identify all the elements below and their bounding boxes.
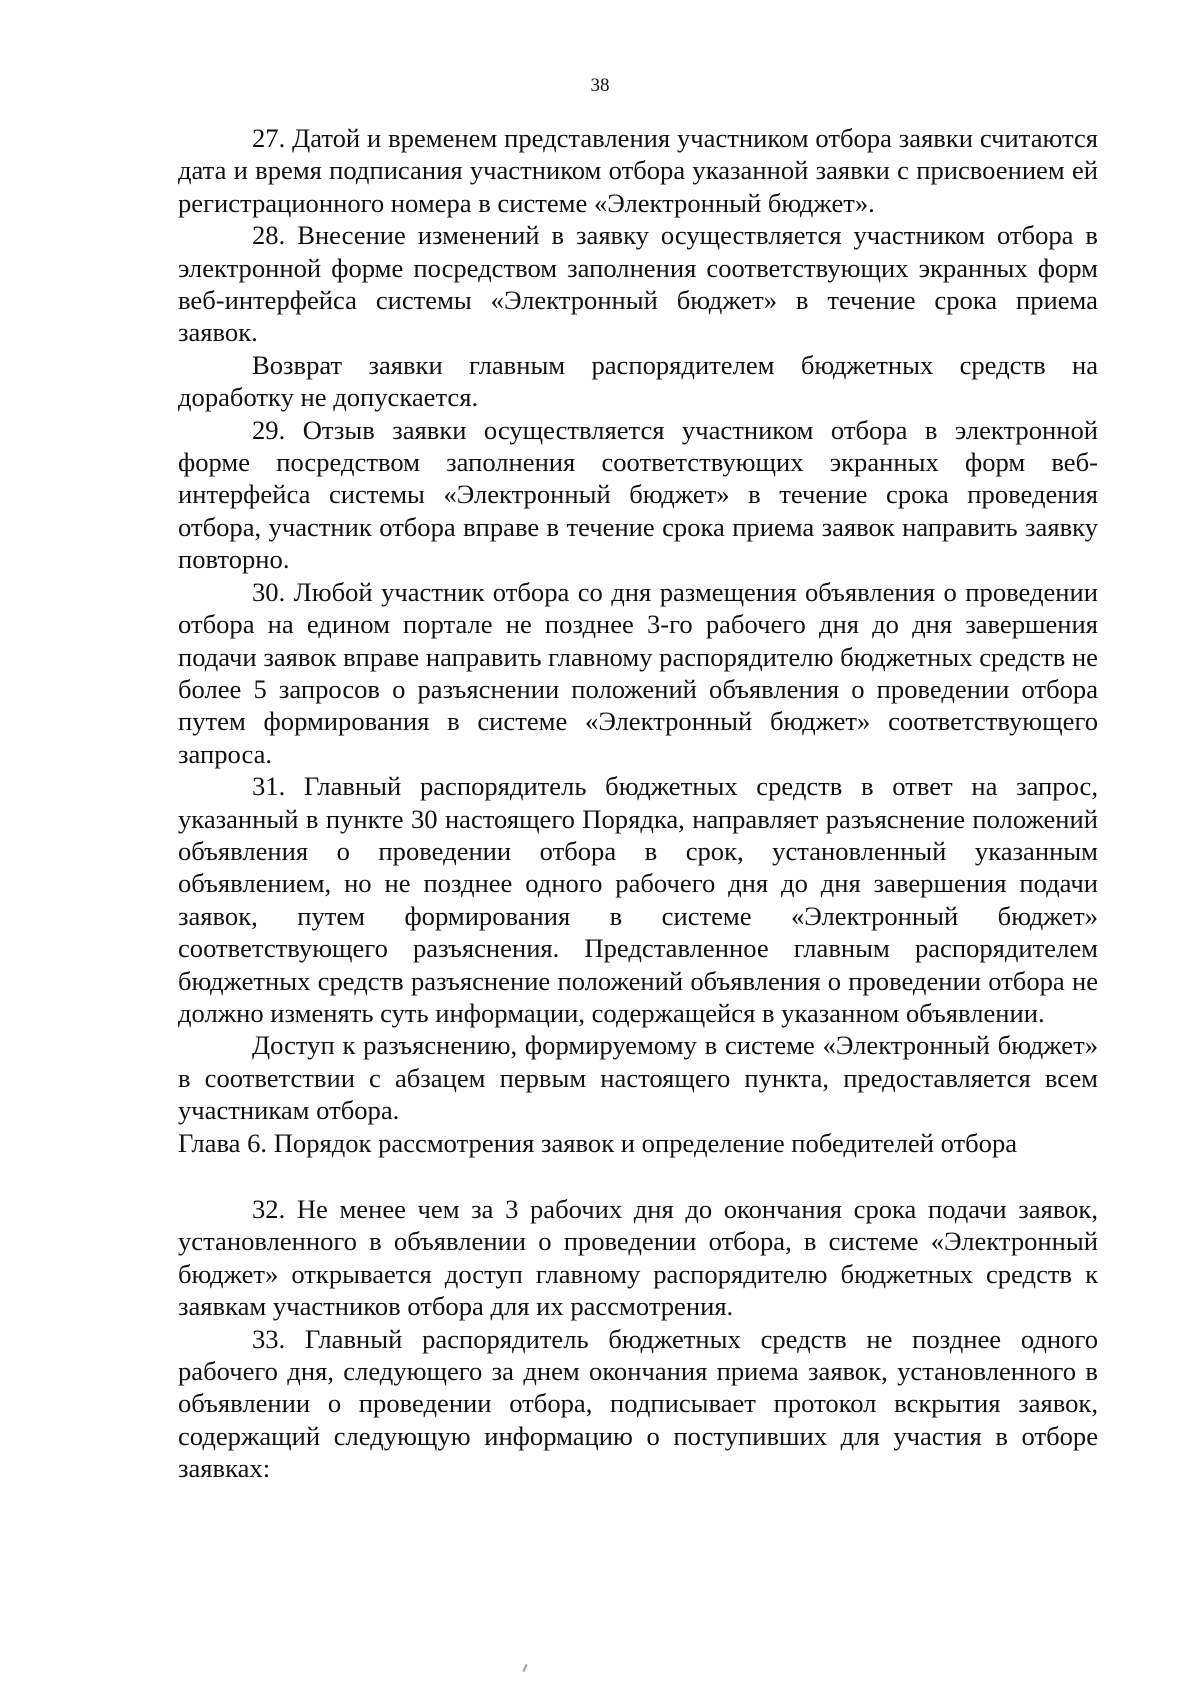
paragraph-31-access: Доступ к разъяснению, формируемому в системе «Электронный бюджет» в соответствии с абзацем первым настоящего пункта, предоставляется всем участникам отбора. xyxy=(178,1030,1098,1126)
paragraph-28: 28. Внесение изменений в заявку осуществляется участником отбора в электронной форме посредством заполнения соответствующих экранных форм веб-интерфейса системы «Электронный бюджет» в течение срока приема заявок. xyxy=(178,220,1098,348)
page-number: 38 xyxy=(590,75,610,96)
paragraph-29: 29. Отзыв заявки осуществляется участником отбора в электронной форме посредством заполнения соответствующих экранных форм веб-интерфейса системы «Электронный бюджет» в течение срока проведения отбора, участник отбора вправе в течение срока приема заявок направить заявку повторно. xyxy=(178,414,1098,575)
paragraph-31: 31. Главный распорядитель бюджетных средств в ответ на запрос, указанный в пункте 30 настоящего Порядка, направляет разъяснение положений объявления о проведении отбора в срок, установленный указанным объявлением, но не позднее одного рабочего дня до дня завершения подачи заявок, путем формирования в системе «Электронный бюджет» соответствующего разъяснения. Представленное главным распорядителем бюджетных средств разъяснение положений объявления о проведении отбора не должно изменять суть информации, содержащейся в указанном объявлении. xyxy=(178,771,1098,1028)
paragraph-28-return: Возврат заявки главным распорядителем бюджетных средств на доработку не допускается. xyxy=(178,349,1098,413)
chapter-heading: Глава 6. Порядок рассмотрения заявок и определение победителей отбора xyxy=(178,1127,1018,1158)
document-body xyxy=(178,122,1098,1485)
paragraph-27: 27. Датой и временем представления участником отбора заявки считаются дата и время подписания участником отбора указанной заявки с присвоением ей регистрационного номера в системе «Электронный бюджет». xyxy=(178,123,1098,218)
paragraph-32: 32. Не менее чем за 3 рабочих дня до окончания срока подачи заявок, установленного в объявлении о проведении отбора, в системе «Электронный бюджет» открывается доступ главному распорядителю бюджетных средств к заявкам участников отбора для их рассмотрения. xyxy=(178,1194,1098,1322)
paragraph-33: 33. Главный распорядитель бюджетных средств не позднее одного рабочего дня, следующего за днем окончания приема заявок, установленного в объявлении о проведении отбора, подписывает протокол вскрытия заявок, содержащий следующую информацию о поступивших для участия в отборе заявках: xyxy=(178,1323,1098,1484)
scan-artifact xyxy=(522,1664,527,1672)
paragraph-30: 30. Любой участник отбора со дня размещения объявления о проведении отбора на едином портале не позднее 3-го рабочего дня до дня завершения подачи заявок вправе направить главному распорядителю бюджетных средств не более 5 запросов о разъяснении положений объявления о проведении отбора путем формирования в системе «Электронный бюджет» соответствующего запроса. xyxy=(178,576,1098,769)
